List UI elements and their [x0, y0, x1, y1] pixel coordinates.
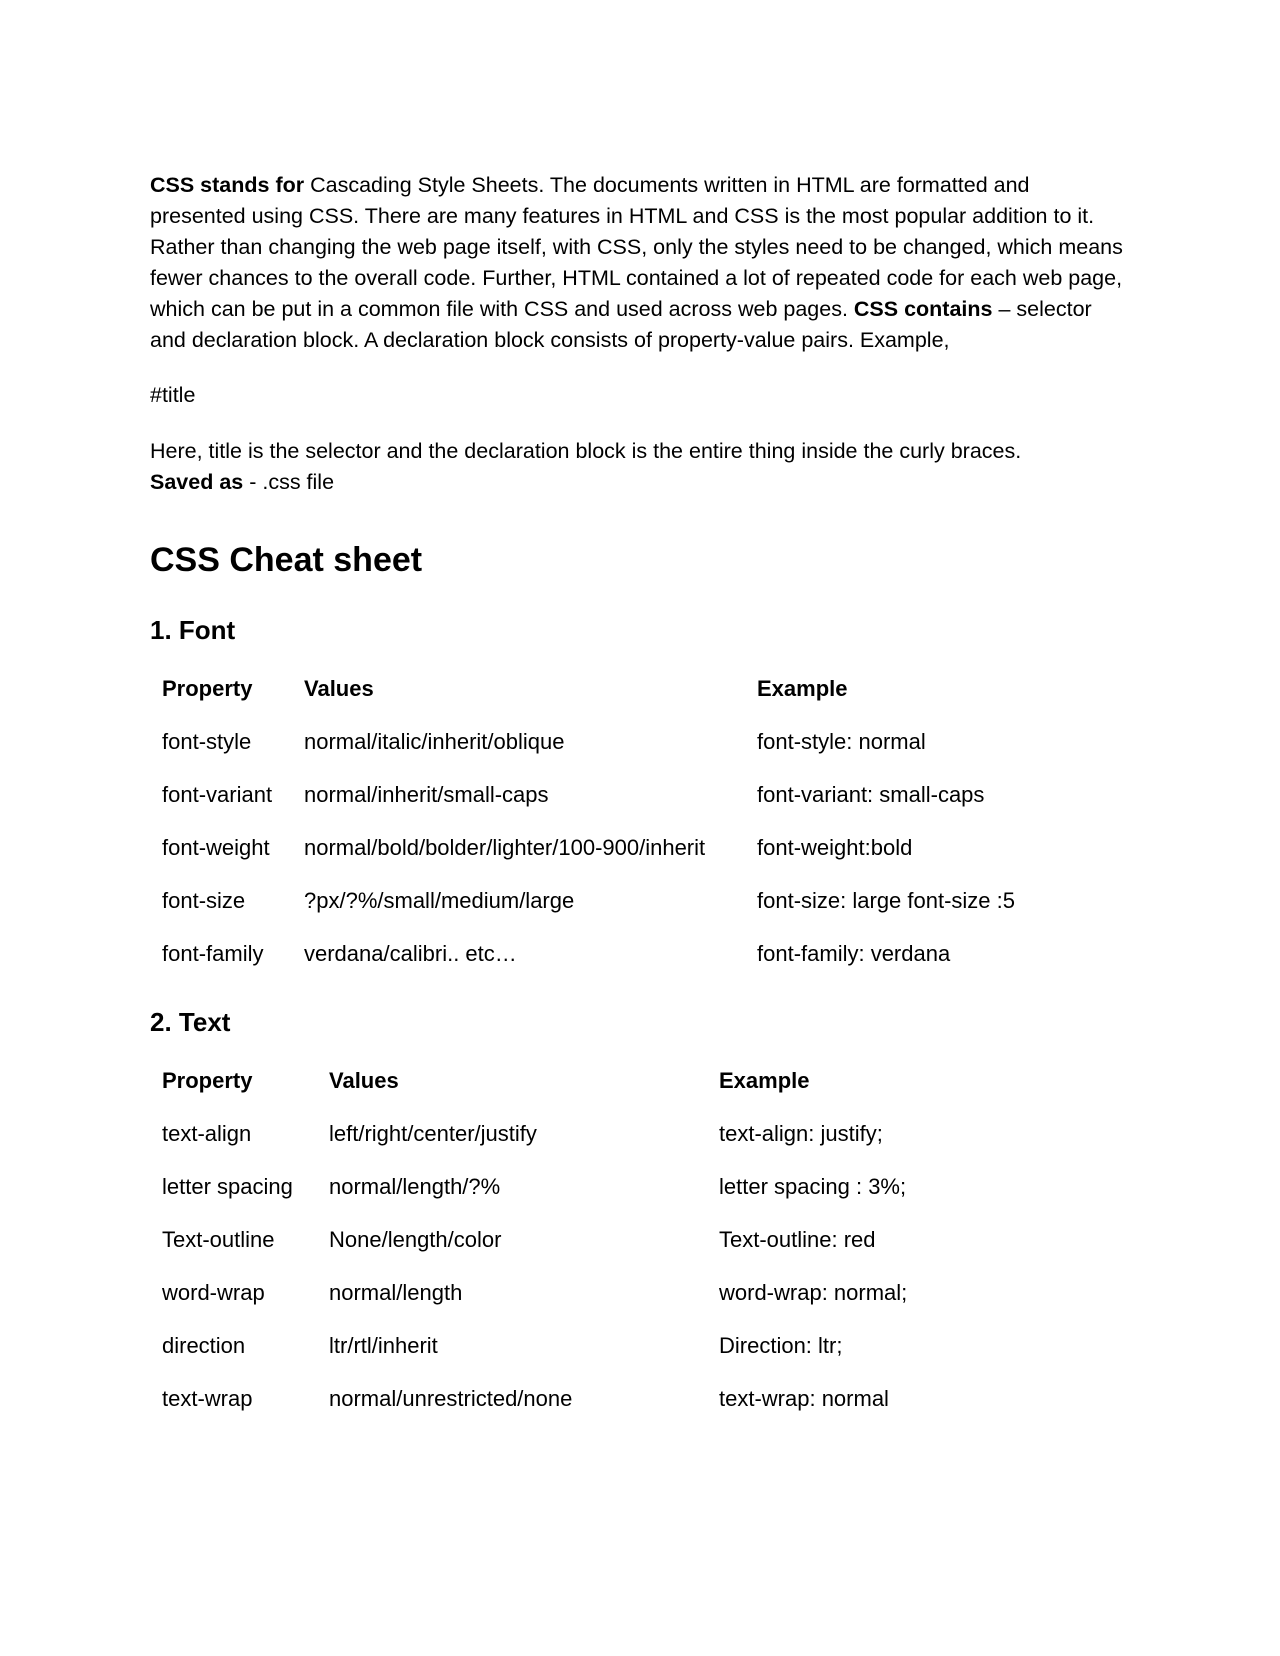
values-cell: normal/italic/inherit/oblique: [304, 728, 565, 754]
table-row: [151, 927, 1106, 980]
explanation-line: Here, title is the selector and the declaration block is the entire thing inside the curly braces.: [150, 439, 1022, 463]
example-cell: word-wrap: normal;: [719, 1279, 908, 1305]
example-cell: letter spacing : 3%;: [719, 1173, 907, 1199]
values-cell: normal/inherit/small-caps: [304, 781, 549, 807]
property-cell: direction: [162, 1332, 246, 1358]
example-cell: text-wrap: normal: [719, 1385, 889, 1411]
table-row: [151, 1372, 1068, 1425]
values-cell: ltr/rtl/inherit: [329, 1332, 438, 1358]
table-row: [151, 874, 1106, 927]
font-table-header-row: [151, 662, 1106, 715]
font-header-property: Property: [162, 675, 253, 701]
property-cell: font-weight: [162, 834, 270, 860]
values-cell: left/right/center/justify: [329, 1120, 537, 1146]
table-row: [151, 1319, 1068, 1372]
text-header-property: Property: [162, 1067, 253, 1093]
intro-bold-css-stands-for: CSS stands for: [150, 173, 305, 197]
intro-text-2: – selector and declaration block. A declaration block consists of property-value pairs. Example,: [150, 297, 1092, 352]
values-cell: ?px/?%/small/medium/large: [304, 887, 575, 913]
values-cell: verdana/calibri.. etc…: [304, 940, 517, 966]
cheat-sheet-title: CSS Cheat sheet: [150, 541, 423, 579]
property-cell: font-style: [162, 728, 252, 754]
table-row: [151, 821, 1106, 874]
example-cell: font-size: large font-size :5: [757, 887, 1016, 913]
example-cell: Text-outline: red: [719, 1226, 876, 1252]
property-cell: Text-outline: [162, 1226, 275, 1252]
property-cell: font-family: [162, 940, 264, 966]
example-cell: font-weight:bold: [757, 834, 913, 860]
table-row: [151, 1213, 1068, 1266]
table-row: [151, 1266, 1068, 1319]
property-cell: letter spacing: [162, 1173, 293, 1199]
document-page: [150, 170, 1130, 1425]
font-header-values: Values: [304, 675, 374, 701]
example-cell: font-variant: small-caps: [757, 781, 985, 807]
example-cell: font-family: verdana: [757, 940, 951, 966]
values-cell: normal/unrestricted/none: [329, 1385, 573, 1411]
intro-bold-css-contains: CSS contains: [853, 297, 993, 321]
values-cell: normal/length: [329, 1279, 463, 1305]
intro-paragraph: [150, 170, 1130, 356]
example-cell: font-style: normal: [757, 728, 926, 754]
example-cell: text-align: justify;: [719, 1120, 883, 1146]
table-row: [151, 1160, 1068, 1213]
table-row: [151, 715, 1106, 768]
saved-as-label: Saved as: [150, 470, 244, 494]
values-cell: None/length/color: [329, 1226, 502, 1252]
text-header-values: Values: [329, 1067, 399, 1093]
text-table: [151, 1054, 1068, 1425]
selector-example: #title: [150, 383, 196, 407]
table-row: [151, 768, 1106, 821]
property-cell: text-align: [162, 1120, 252, 1146]
explanation-paragraph: [150, 436, 1130, 498]
property-cell: text-wrap: [162, 1385, 253, 1411]
text-section-heading: 2. Text: [150, 1007, 231, 1037]
table-row: [151, 1107, 1068, 1160]
values-cell: normal/bold/bolder/lighter/100-900/inherit: [304, 834, 706, 860]
intro-text-1: Cascading Style Sheets. The documents written in HTML are formatted and presented using CSS. There are many features in HTML and CSS is the most popular addition to it. Rather than changing the web page itself, with CSS, only the styles need to be changed, which means fewer chances to the overall code. Further, HTML contained a lot of repeated code for each web page, which can be put in a common file with CSS and used across web pages.: [150, 173, 1123, 321]
font-section-heading: 1. Font: [150, 615, 236, 645]
font-table: [151, 662, 1106, 980]
text-table-header-row: [151, 1054, 1068, 1107]
property-cell: font-size: [162, 887, 246, 913]
text-header-example: Example: [719, 1067, 810, 1093]
saved-as-text: - .css file: [243, 470, 335, 494]
example-cell: Direction: ltr;: [719, 1332, 843, 1358]
property-cell: word-wrap: [162, 1279, 265, 1305]
property-cell: font-variant: [162, 781, 273, 807]
values-cell: normal/length/?%: [329, 1173, 501, 1199]
font-header-example: Example: [757, 675, 848, 701]
